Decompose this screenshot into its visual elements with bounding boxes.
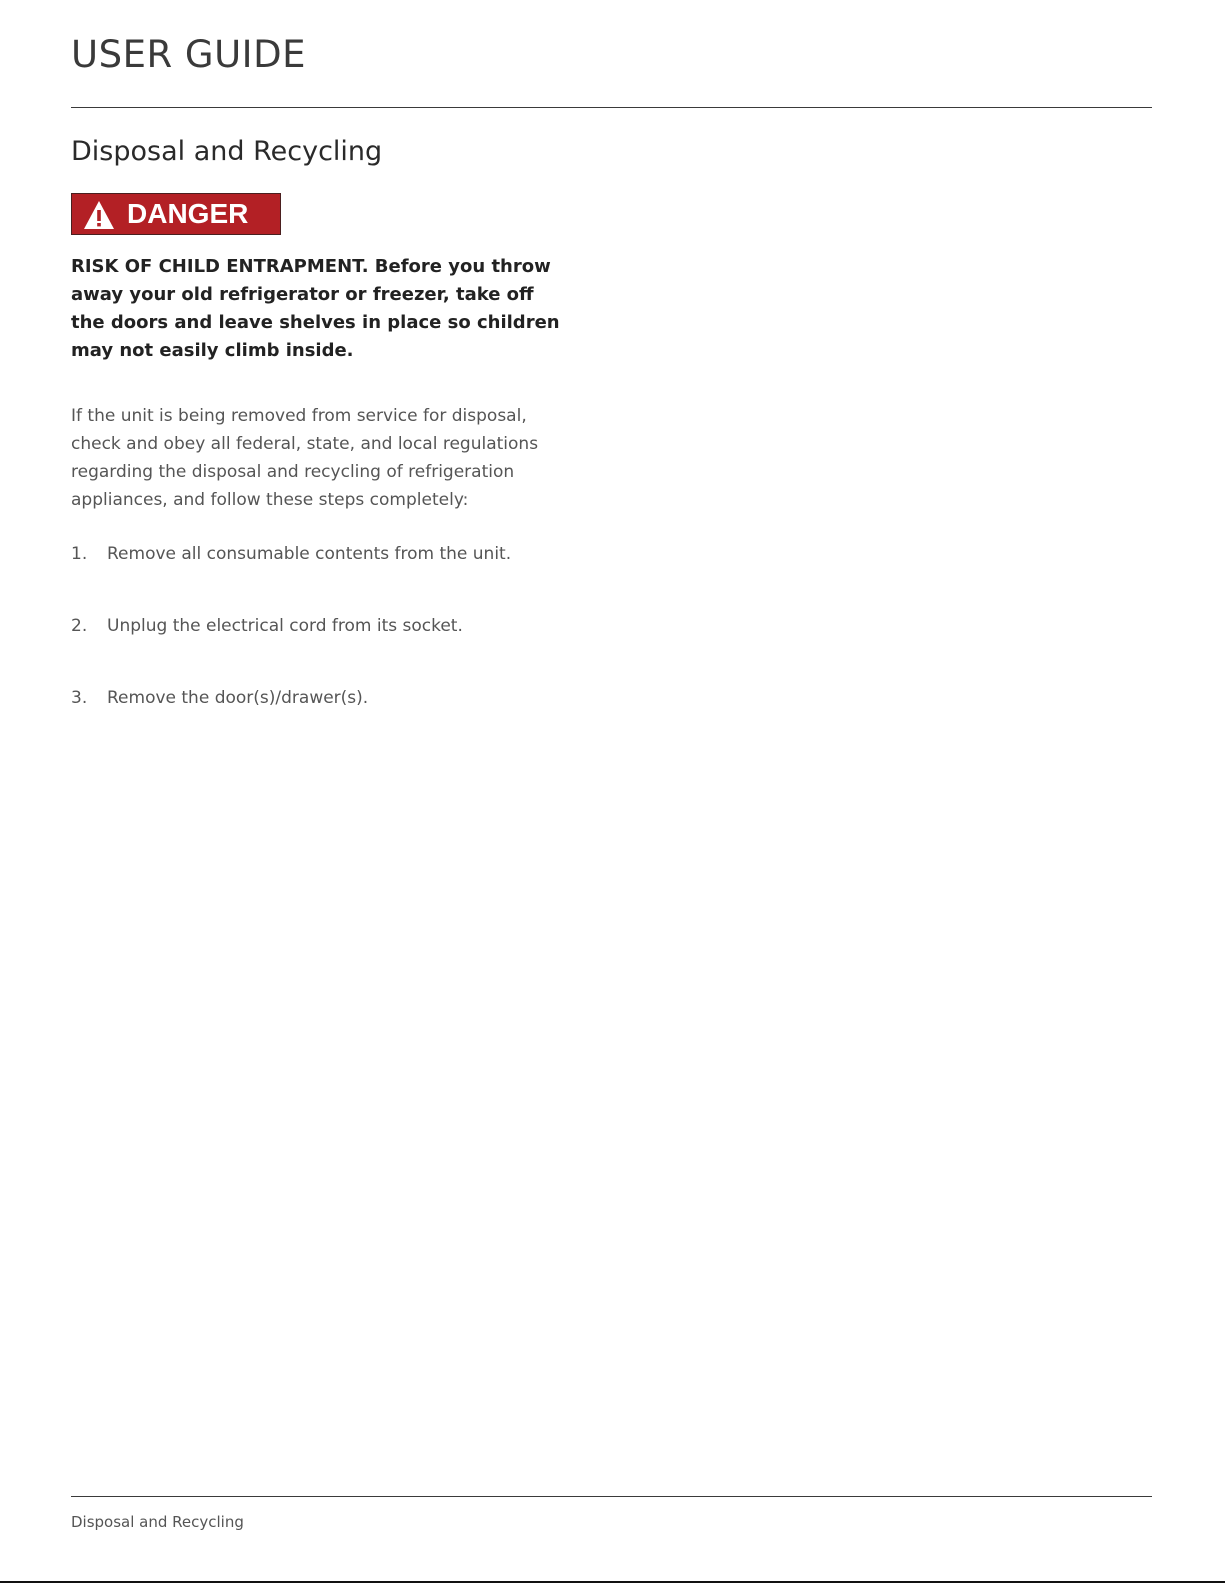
document-title: USER GUIDE xyxy=(71,33,306,76)
footer-divider xyxy=(71,1496,1152,1497)
list-item xyxy=(71,540,571,568)
header-divider xyxy=(71,107,1152,108)
list-item xyxy=(71,684,571,712)
danger-label: DANGER xyxy=(127,198,249,229)
step-text: Unplug the electrical cord from its socket. xyxy=(107,616,463,636)
section-title: Disposal and Recycling xyxy=(71,136,383,167)
step-number: 1. xyxy=(71,544,88,564)
danger-warning-text: RISK OF CHILD ENTRAPMENT. Before you throw away your old refrigerator or freezer, take off the doors and leave shelves in place so children may not easily climb inside. xyxy=(71,256,560,361)
step-number: 3. xyxy=(71,688,88,708)
danger-badge xyxy=(71,193,281,235)
page-edge-line xyxy=(0,1581,1225,1583)
step-number: 2. xyxy=(71,616,88,636)
intro-paragraph: If the unit is being removed from service for disposal, check and obey all federal, state, and local regulations regarding the disposal and recycling of refrigeration appliances, and follow these steps completely: xyxy=(71,406,539,510)
step-text: Remove all consumable contents from the unit. xyxy=(107,544,512,564)
list-item xyxy=(71,612,571,640)
warning-triangle-icon xyxy=(82,199,116,231)
step-text: Remove the door(s)/drawer(s). xyxy=(107,688,369,708)
footer-section-label: Disposal and Recycling xyxy=(71,1513,244,1531)
